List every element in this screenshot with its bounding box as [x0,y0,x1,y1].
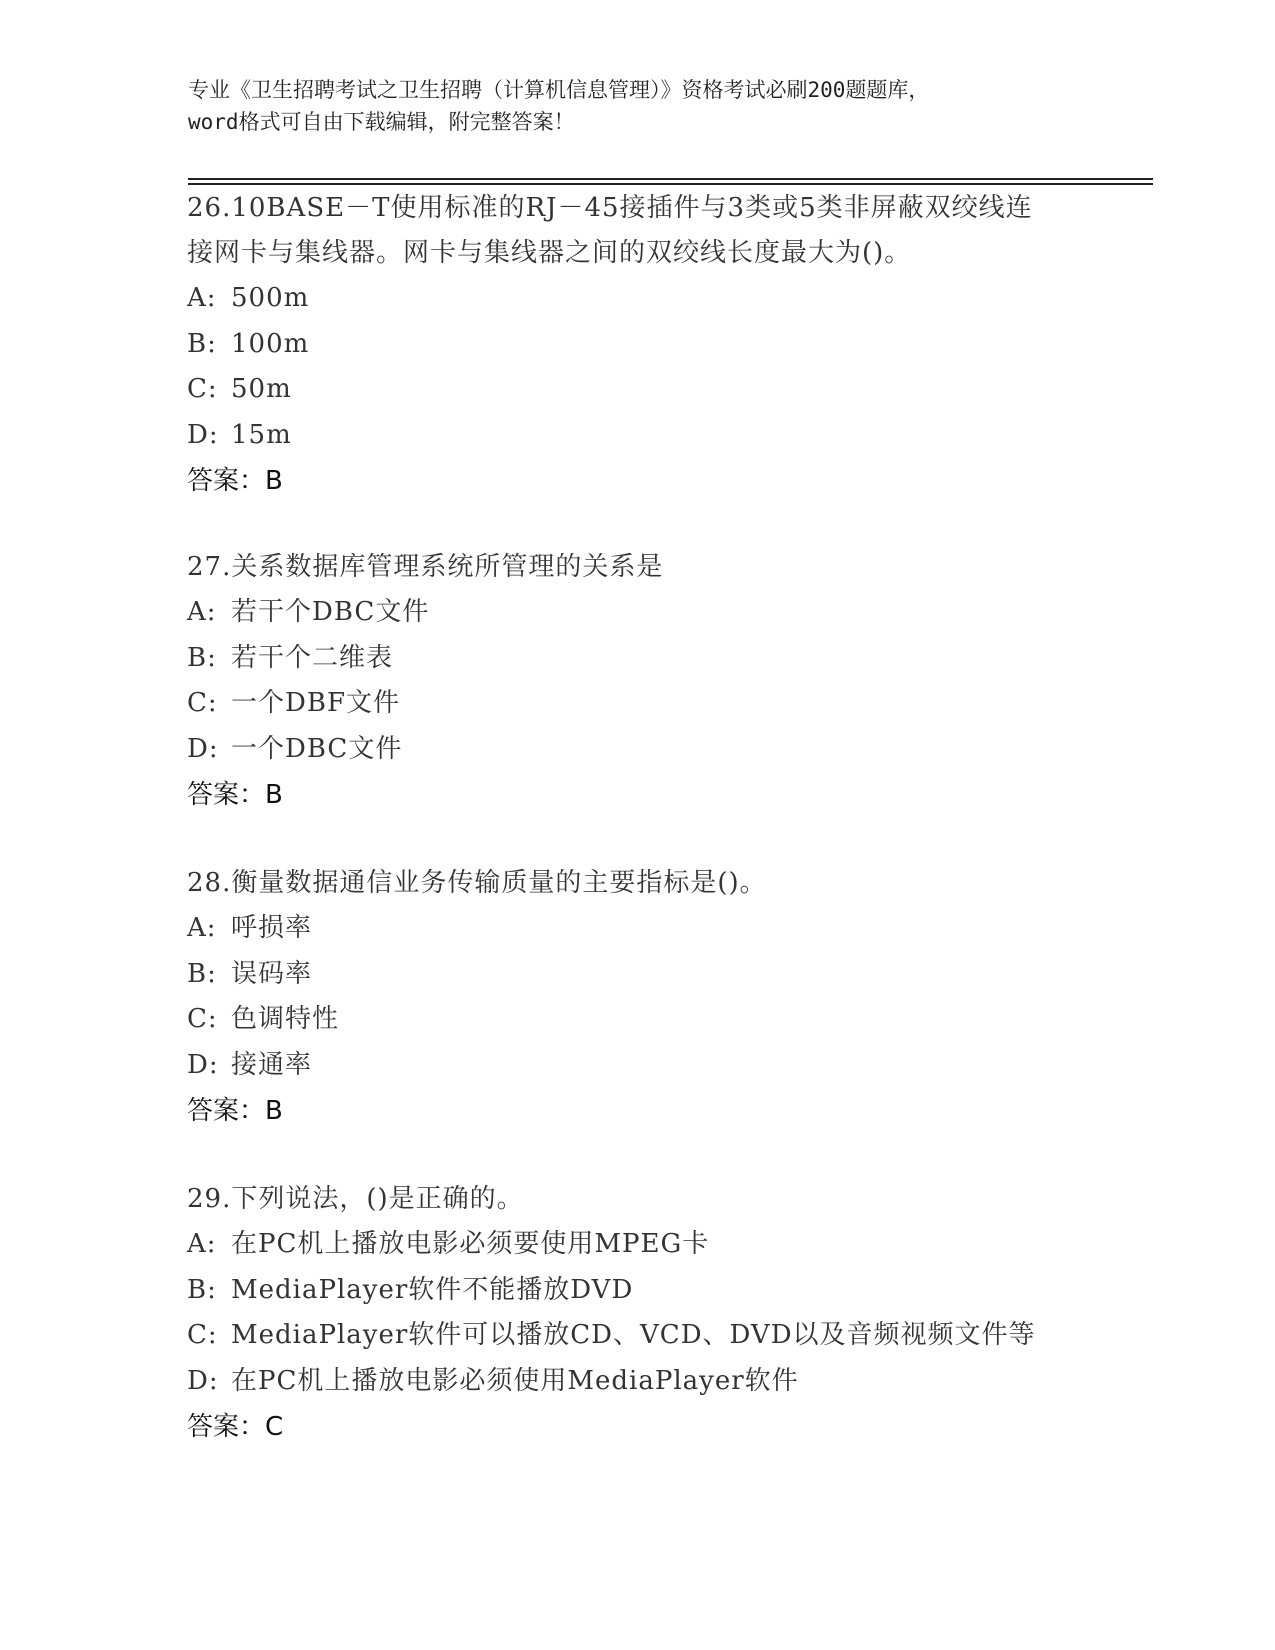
option-text: 100m [231,328,310,359]
option-letter: A: [187,1229,217,1259]
option [187,952,1147,998]
option-text: 呼损率 [231,913,313,943]
answer: 答案：B [187,1096,283,1126]
option-letter: C: [187,1320,218,1350]
option-text: 色调特性 [231,1004,340,1034]
answer: 答案：C [187,1412,284,1442]
option-letter: D: [187,733,219,764]
option [187,1222,1147,1268]
header-line: 专业《卫生招聘考试之卫生招聘（计算机信息管理）》资格考试必刷200题题库， [188,78,930,102]
question-text: 接网卡与集线器。网卡与集线器之间的双绞线长度最大为()。 [187,238,912,268]
option-text: 误码率 [231,958,313,989]
option [187,413,1147,459]
document-header [188,74,1088,138]
option-letter: A: [187,283,217,313]
option-text: 若干个DBC文件 [231,597,430,627]
option-text: 若干个二维表 [231,642,394,673]
header-divider [188,178,1153,180]
option-letter: B: [187,1274,217,1305]
option [187,906,1147,952]
question-block [187,861,1147,1134]
option-letter: D: [187,419,219,450]
option [187,1043,1147,1089]
option [187,681,1147,727]
option-letter: C: [187,374,218,404]
option [187,276,1147,322]
option [187,1359,1147,1405]
option-text: MediaPlayer软件不能播放DVD [231,1274,634,1305]
option-letter: A: [187,597,217,627]
question-text: 28.衡量数据通信业务传输质量的主要指标是()。 [187,868,767,898]
option [187,1313,1147,1359]
answer: 答案：B [187,780,283,810]
question-text: 29.下列说法，()是正确的。 [187,1184,524,1214]
option-text: MediaPlayer软件可以播放CD、VCD、DVD以及音频视频文件等 [231,1320,1036,1350]
option-text: 在PC机上播放电影必须使用MediaPlayer软件 [231,1365,799,1396]
question-text: 26.10BASE－T使用标准的RJ－45接插件与3类或5类非屏蔽双绞线连 [187,193,1033,223]
header-divider [188,183,1153,185]
option [187,997,1147,1043]
option [187,727,1147,773]
option-letter: C: [187,688,218,718]
option-text: 15m [231,419,292,450]
option-letter: B: [187,328,217,359]
option-text: 在PC机上播放电影必须要使用MPEG卡 [231,1229,710,1259]
option-letter: A: [187,913,217,943]
option-letter: C: [187,1004,218,1034]
answer: 答案：B [187,466,283,496]
option-text: 接通率 [231,1049,313,1080]
option [187,322,1147,368]
question-text: 27.关系数据库管理系统所管理的关系是 [187,552,664,582]
option [187,590,1147,636]
option-text: 一个DBC文件 [231,733,403,764]
option-letter: B: [187,642,217,673]
option [187,1268,1147,1314]
option-text: 一个DBF文件 [231,688,400,718]
option-text: 500m [231,283,310,313]
option-letter: D: [187,1365,219,1396]
option [187,636,1147,682]
question-block [187,1177,1147,1450]
option [187,367,1147,413]
question-block [187,186,1147,504]
option-letter: D: [187,1049,219,1080]
option-letter: B: [187,958,217,989]
question-block [187,545,1147,818]
header-line: word格式可自由下载编辑，附完整答案！ [188,110,575,134]
option-text: 50m [231,374,292,404]
